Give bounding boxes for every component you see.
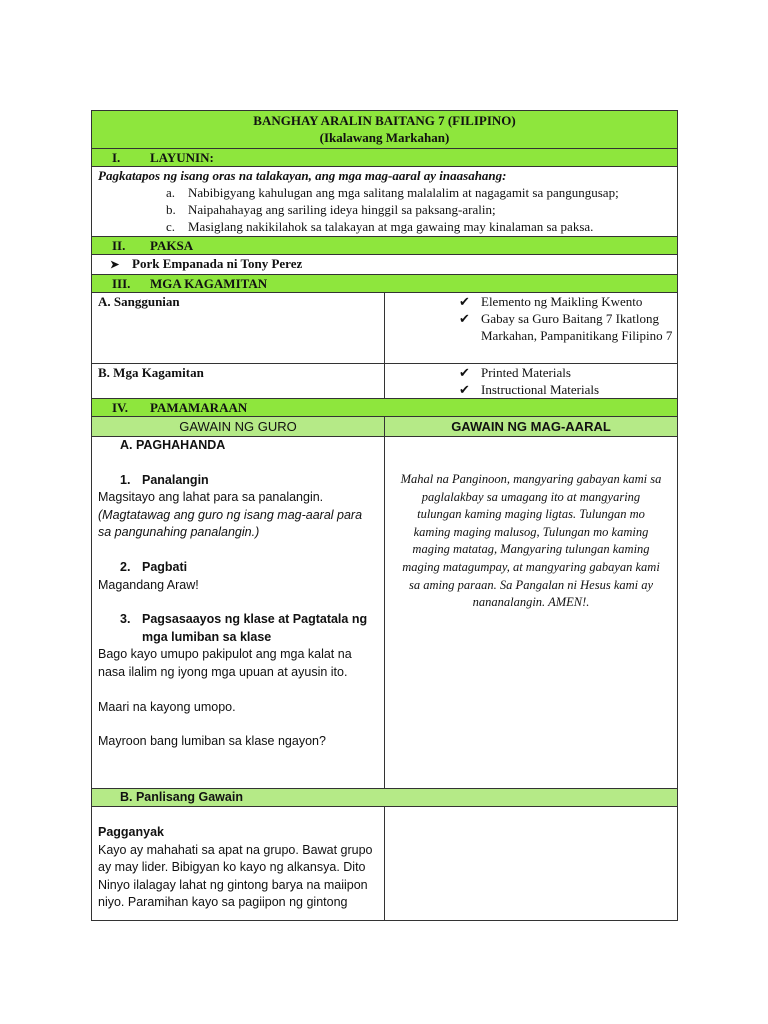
topic-text: Pork Empanada ni Tony Perez	[132, 256, 303, 271]
step-title: Panalangin	[142, 472, 209, 487]
section-number: I.	[112, 150, 121, 165]
check-icon: ✔	[459, 365, 470, 380]
check-item	[385, 364, 677, 381]
section-label: PAKSA	[150, 238, 194, 253]
section-number: II.	[112, 238, 126, 253]
mga-kagamitan-list	[385, 364, 677, 398]
check-item-text: Elemento ng Maikling Kwento	[481, 294, 643, 309]
paghahanda-row	[92, 437, 678, 789]
pagsasaayos-text: Bago kayo umupo pakipulot ang mga kalat na nasa ilalim ng iyong mga upuan at ayusin ito.	[98, 647, 352, 679]
topic-item	[98, 255, 671, 274]
title-row	[92, 111, 678, 149]
section-layunin-header	[92, 149, 678, 167]
check-item	[385, 293, 677, 310]
step-number: 3.	[120, 612, 131, 627]
sanggunian-label: A. Sanggunian	[92, 293, 385, 364]
paghahanda-heading: A. PAGHAHANDA	[120, 438, 226, 452]
step-number: 1.	[120, 472, 131, 487]
step-number: 2.	[120, 559, 131, 574]
panlinsang-header-row	[92, 789, 678, 807]
lumiban-text: Mayroon bang lumiban sa klase ngayon?	[98, 734, 326, 749]
objective-letter: b.	[166, 202, 176, 217]
pagganyak-heading: Pagganyak	[98, 825, 165, 839]
check-item-text: Printed Materials	[481, 365, 571, 380]
lesson-plan-page	[91, 110, 677, 921]
paksa-content-row	[92, 255, 678, 275]
objective-letter: a.	[166, 185, 176, 200]
objective-item	[98, 201, 671, 218]
sanggunian-row	[92, 293, 678, 364]
section-label: MGA KAGAMITAN	[150, 276, 268, 291]
pagganyak-student-cell	[385, 807, 678, 921]
pagganyak-row	[92, 807, 678, 921]
pagbati-text: Magandang Araw!	[98, 577, 199, 592]
objective-item	[98, 218, 671, 235]
document-title: BANGHAY ARALIN BAITANG 7 (FILIPINO)	[253, 113, 516, 128]
document-subtitle: (Ikalawang Markahan)	[319, 130, 450, 145]
section-paksa-header	[92, 237, 678, 255]
panalangin-text: Magsitayo ang lahat para sa panalangin.	[98, 490, 324, 505]
check-item	[385, 381, 677, 398]
col-header-mag-aaral: GAWAIN NG MAG-AARAL	[385, 417, 678, 437]
mga-kagamitan-label: B. Mga Kagamitan	[92, 364, 385, 399]
arrow-bullet-icon: ➤	[110, 259, 120, 271]
objective-text: Masiglang nakikilahok sa talakayan at mga gawaing may kinalaman sa paksa.	[188, 219, 594, 234]
check-item-text: Gabay sa Guro Baitang 7 Ikatlong Markahan, Pampanitikang Filipino 7	[481, 311, 673, 343]
check-icon: ✔	[459, 382, 470, 397]
objectives-list	[98, 184, 671, 235]
umopo-text: Maari na kayong umopo.	[98, 699, 236, 714]
check-icon: ✔	[459, 311, 470, 326]
objective-item	[98, 184, 671, 201]
pagbati-heading	[98, 559, 378, 577]
check-item	[385, 310, 677, 344]
mga-kagamitan-row	[92, 364, 678, 399]
col-header-guro: GAWAIN NG GURO	[92, 417, 385, 437]
objective-text: Nabibigyang kahulugan ang mga salitang malalalim at nagagamit sa pangungusap;	[188, 185, 619, 200]
objectives-intro: Pagkatapos ng isang oras na talakayan, ang mga mag-aaral ay inaasahang:	[98, 168, 507, 183]
sanggunian-list	[385, 293, 677, 344]
pagganyak-text: Kayo ay mahahati sa apat na grupo. Bawat grupo ay may lider. Bibigyan ko kayo ng alkansya. Dito Ninyo ilalagay lahat ng gintong barya na maiipon niyo. Paramihan kayo sa pagiipon ng gintong	[98, 842, 373, 910]
check-icon: ✔	[459, 294, 470, 309]
step-title: Pagsasaayos ng klase at Pagtatala ng mga lumiban sa klase	[142, 612, 368, 644]
layunin-content-row	[92, 167, 678, 237]
section-kagamitan-header	[92, 275, 678, 293]
lesson-plan-table	[91, 110, 678, 921]
section-number: IV.	[112, 400, 129, 415]
pagsasaayos-heading	[98, 611, 378, 646]
panalangin-heading	[98, 472, 378, 490]
objective-text: Naipahahayag ang sariling ideya hinggil sa paksang-aralin;	[188, 202, 496, 217]
section-label: PAMAMARAAN	[150, 400, 248, 415]
objective-letter: c.	[166, 219, 176, 234]
section-label: LAYUNIN:	[150, 150, 214, 165]
step-title: Pagbati	[142, 559, 188, 574]
section-pamamaraan-header	[92, 399, 678, 417]
panlinsang-heading: B. Panlisang Gawain	[92, 789, 678, 807]
student-prayer: Mahal na Panginoon, mangyaring gabayan kami sa paglalakbay sa umagang ito at mangyaring tulungan kaming maging ligtas. Tulungan mo kaming maging malusog, Tulungan mo kaming maging matatag, Mangyaring tulungan kaming maging matagumpay, at mangyaring gabayan kami sa aming paraan. Sa Pangalan ni Hesus kami ay nananalangin. AMEN!.	[400, 472, 662, 610]
panalangin-note: (Magtatawag ang guro ng isang mag-aaral para sa pangunahing panalangin.)	[98, 507, 363, 540]
column-header-row	[92, 417, 678, 437]
section-number: III.	[112, 276, 131, 291]
check-item-text: Instructional Materials	[481, 382, 600, 397]
